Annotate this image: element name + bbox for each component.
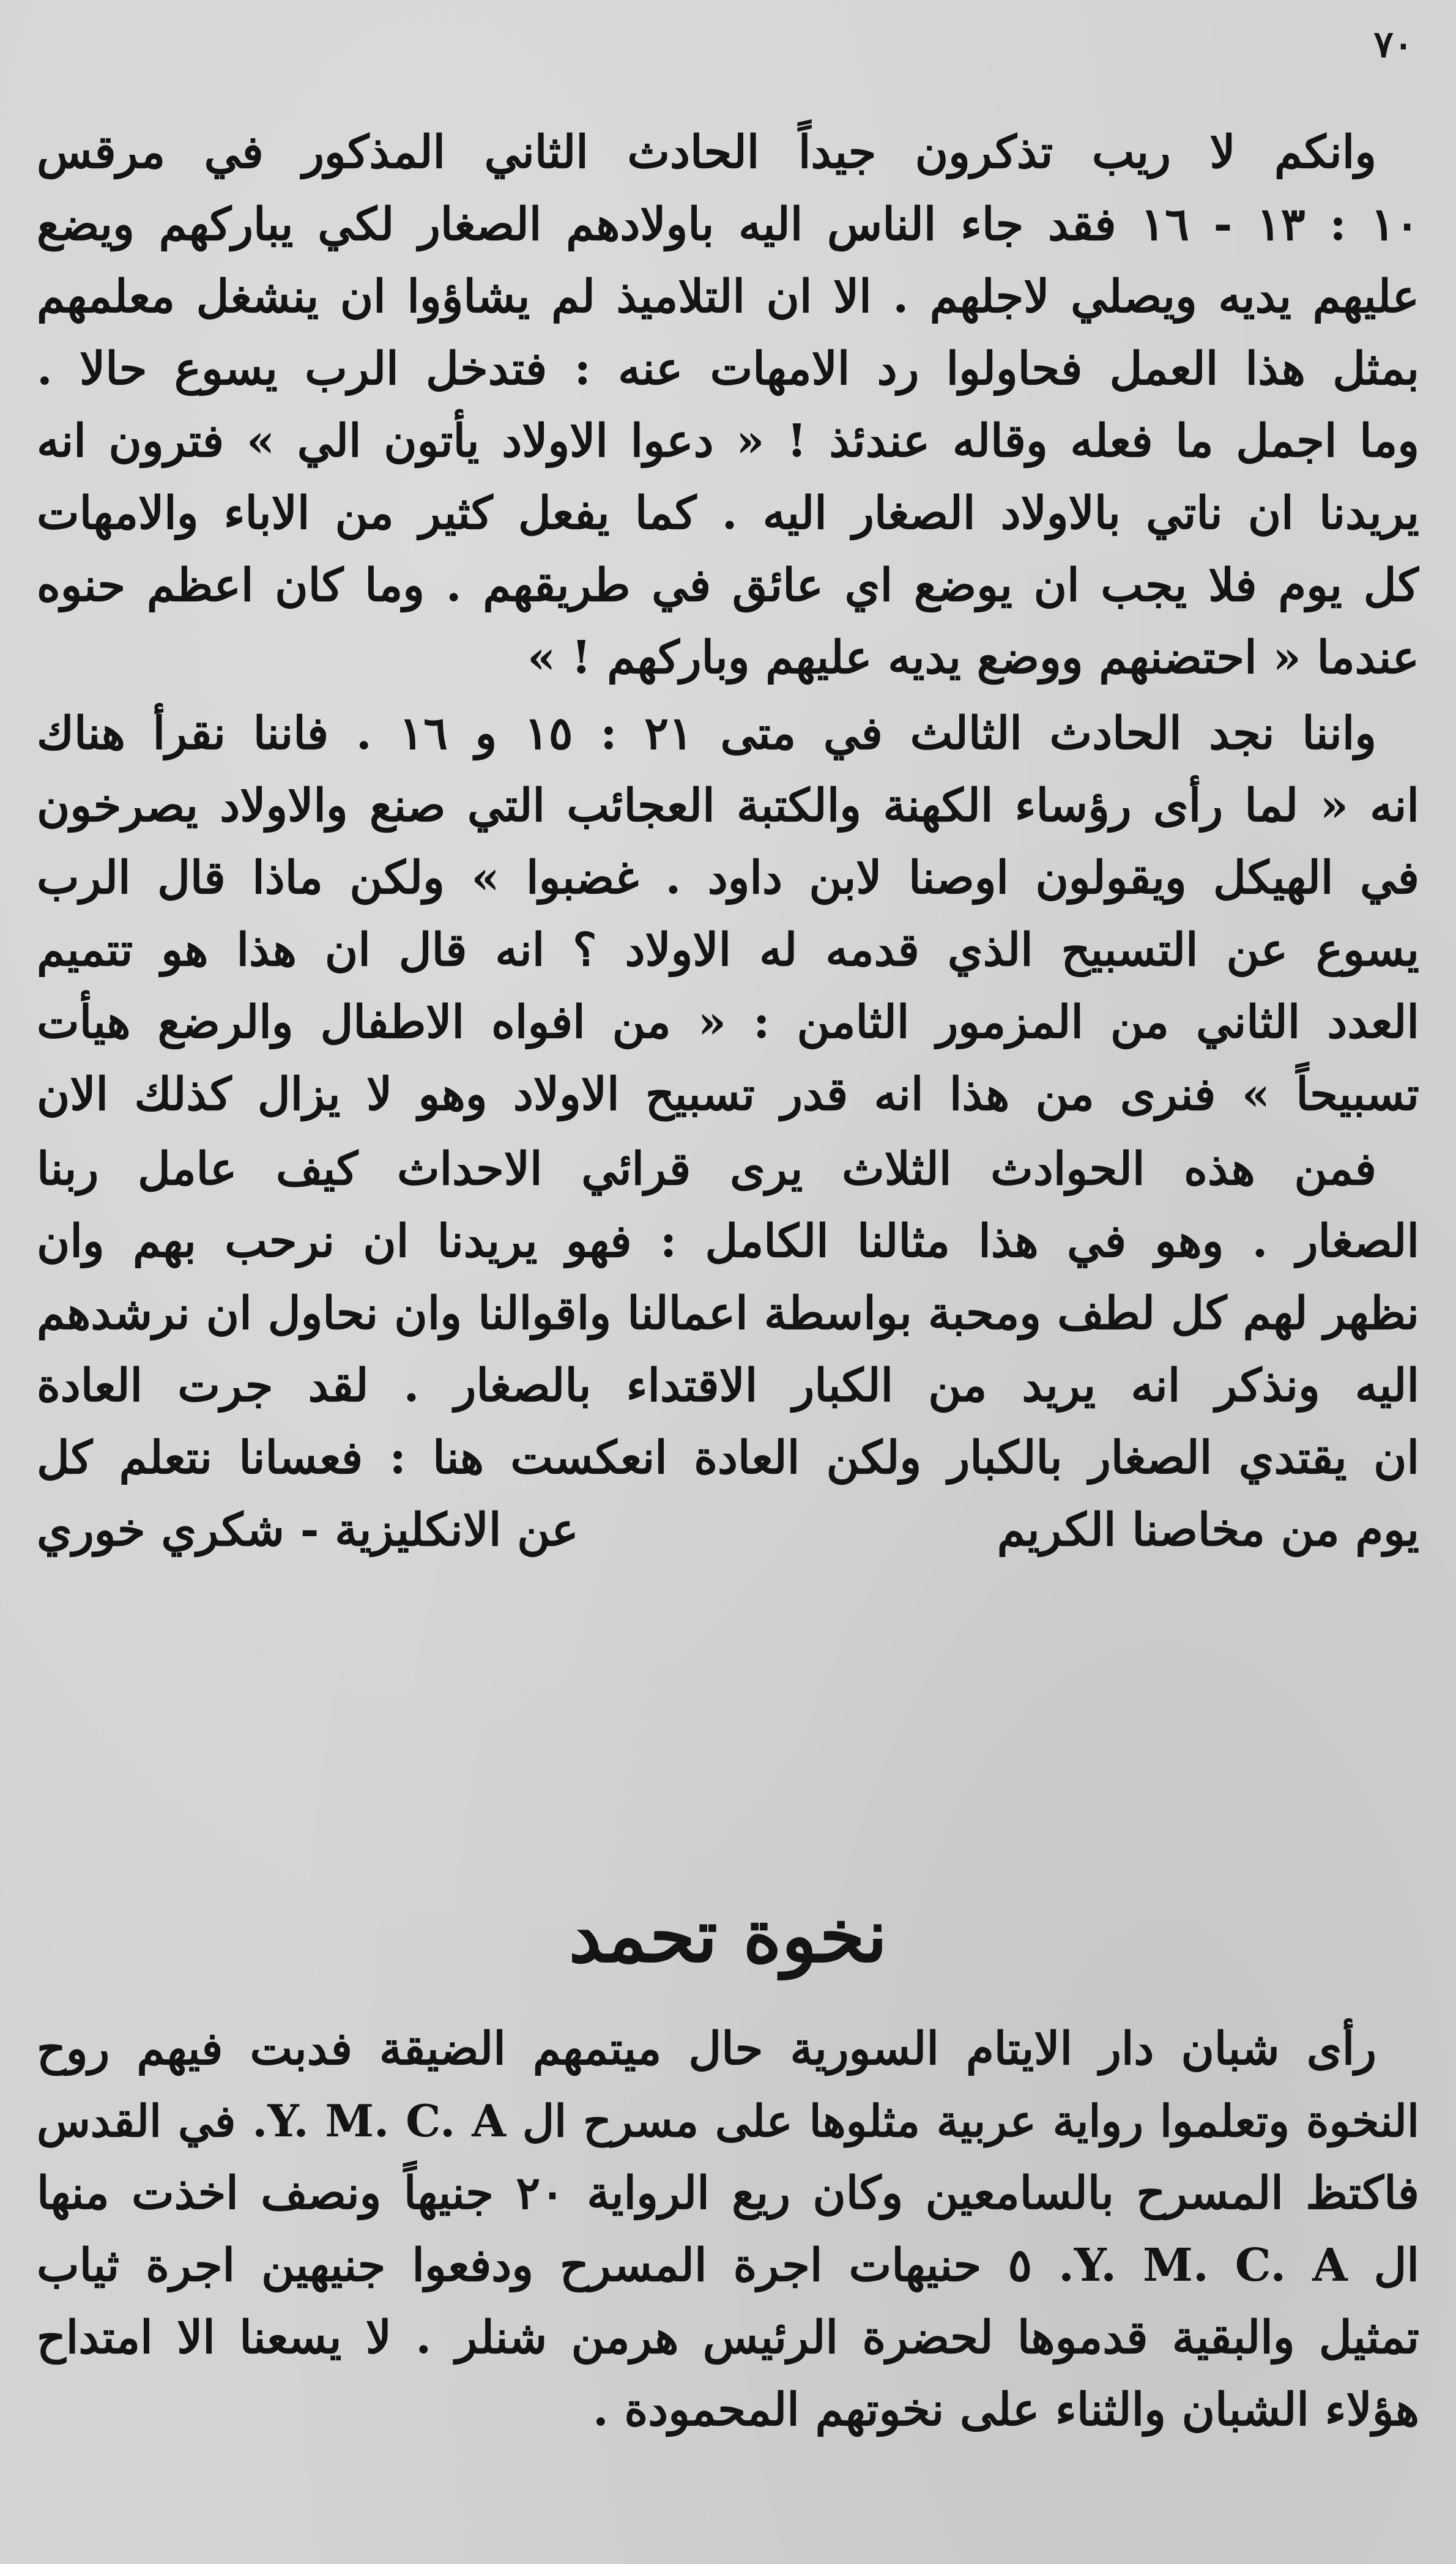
text-line: بمثل هذا العمل فحاولوا رد الامهات عنه : فتدخل الرب يسوع حالا . xyxy=(37,343,1419,395)
text-line: ان يقتدي الصغار بالكبار ولكن العادة انعكست هنا : فعسانا نتعلم كل xyxy=(37,1432,1419,1484)
text-line: عندما « احتضنهم ووضع يديه عليهم وباركهم ! » xyxy=(527,631,1419,684)
text-line: وما اجمل ما فعله وقاله عندئذ ! « دعوا الاولاد يأتون الي » فترون انه xyxy=(37,415,1419,467)
signature-row xyxy=(37,1494,1419,1566)
text-line: عليهم يديه ويصلي لاجلهم . الا ان التلاميذ لم يشاؤوا ان ينشغل معلمهم xyxy=(37,270,1419,323)
text-line: كل يوم فلا يجب ان يوضع اي عائق في طريقهم . وما كان اعظم حنوه xyxy=(37,559,1419,612)
text-line: يريدنا ان ناتي بالاولاد الصغار اليه . كما يفعل كثير من الاباء والامهات xyxy=(37,487,1419,540)
article-title: نخوة تحمد xyxy=(568,1893,888,1979)
text-line: تمثيل والبقية قدموها لحضرة الرئيس هرمن شنلر . لا يسعنا الا امتداح xyxy=(37,2311,1419,2364)
text-line: وانكم لا ريب تذكرون جيداً الحادث الثاني المذكور في مرقس xyxy=(37,126,1376,179)
paragraph-mark-10 xyxy=(37,116,1419,694)
text-line: فاكتظ المسرح بالسامعين وكان ريع الرواية ٢٠ جنيهاً ونصف اخذت منها xyxy=(37,2167,1419,2220)
text-line: رأى شبان دار الايتام السورية حال ميتمهم الضيقة فدبت فيهم روح xyxy=(37,2023,1376,2075)
article-body xyxy=(37,2013,1419,2446)
text-line: انه « لما رأى رؤساء الكهنة والكتبة العجائب التي صنع والاولاد يصرخون xyxy=(37,779,1419,832)
paragraph-conclusion xyxy=(37,1133,1419,1494)
text-line: يوم من مخاصنا الكريم xyxy=(997,1504,1419,1556)
text-line: ال Y. M. C. A. ٥ حنيهات اجرة المسرح ودفعوا جنيهين اجرة ثياب xyxy=(37,2239,1419,2292)
text-line: واننا نجد الحادث الثالث في متى ٢١ : ١٥ و ١٦ . فاننا نقرأ هناك xyxy=(37,707,1376,760)
page-number: ٧٠ xyxy=(1373,23,1413,66)
text-line: نظهر لهم كل لطف ومحبة بواسطة اعمالنا واقوالنا وان نحاول ان نرشدهم xyxy=(37,1287,1419,1340)
text-line: هؤلاء الشبان والثناء على نخوتهم المحمودة . xyxy=(592,2384,1419,2436)
paragraph-matthew-21 xyxy=(37,697,1419,1131)
text-line: في الهيكل ويقولون اوصنا لابن داود . غضبوا » ولكن ماذا قال الرب xyxy=(37,852,1419,904)
text-line: العدد الثاني من المزمور الثامن : « من افواه الاطفال والرضع هيأت xyxy=(37,996,1419,1049)
text-line: الصغار . وهو في هذا مثالنا الكامل : فهو يريدنا ان نرحب بهم وان xyxy=(37,1215,1419,1268)
text-line: اليه ونذكر انه يريد من الكبار الاقتداء بالصغار . لقد جرت العادة xyxy=(37,1359,1419,1412)
text-line: النخوة وتعلموا رواية عربية مثلوها على مسرح ال Y. M. C. A. في القدس xyxy=(37,2095,1419,2147)
text-line: ١٠ : ١٣ - ١٦ فقد جاء الناس اليه باولادهم الصغار لكي يباركهم ويضع xyxy=(37,198,1419,251)
author-signature: عن الانكليزية - شكري خوري xyxy=(37,1504,579,1556)
text-line: تسبيحاً » فنرى من هذا انه قدر تسبيح الاولاد وهو لا يزال كذلك الان xyxy=(37,1068,1419,1121)
text-line: فمن هذه الحوادث الثلاث يرى قرائي الاحداث كيف عامل ربنا xyxy=(37,1143,1376,1195)
text-line: يسوع عن التسبيح الذي قدمه له الاولاد ؟ انه قال ان هذا هو تتميم xyxy=(37,924,1419,976)
